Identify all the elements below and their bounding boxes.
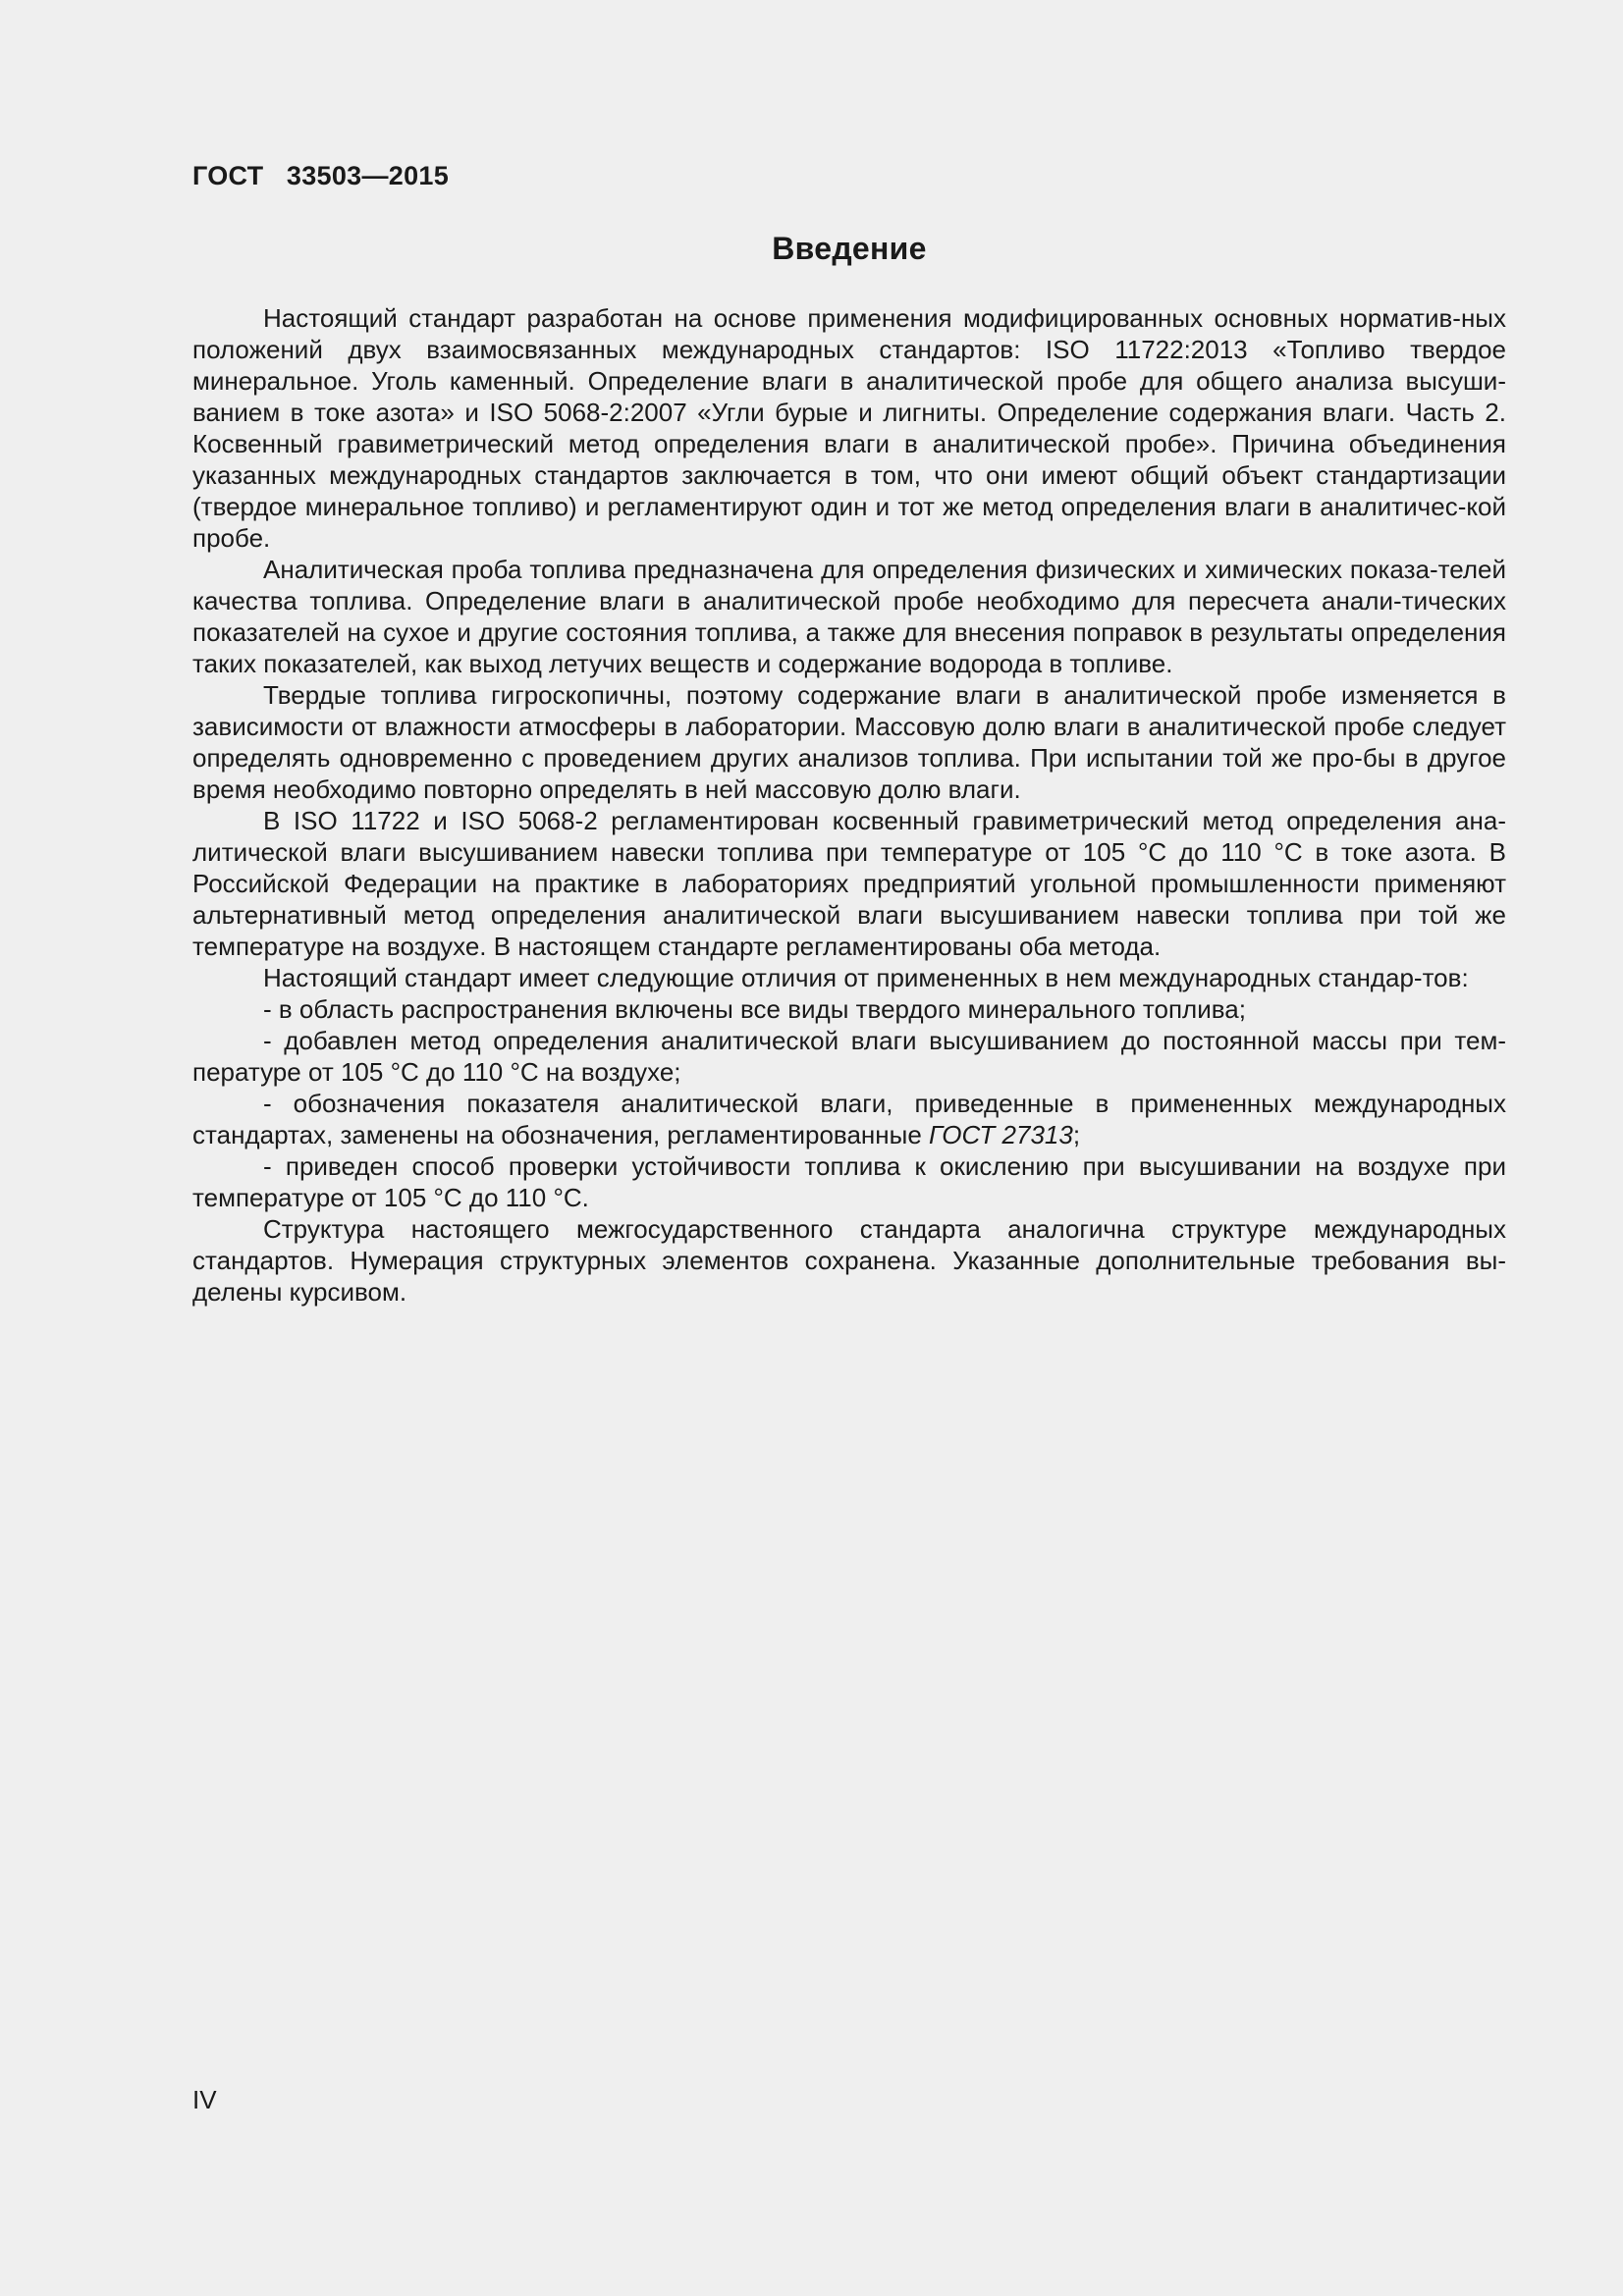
page-number: IV xyxy=(192,2085,217,2114)
document-header-code: ГОСТ 33503—2015 xyxy=(192,161,450,190)
paragraph: Структура настоящего межгосударственного стандарта аналогична структуре международных стандартов. Нумерация структурных элементов сохранена. Указанные дополнительные требования вы-делены курсивом. xyxy=(192,1214,1506,1307)
paragraph: Твердые топлива гигроскопичны, поэтому содержание влаги в аналитической пробе изменяется в зависимости от влажности атмосферы в лаборатории. Массовую долю влаги в аналитической пробе следует определять одновременно с проведением других анализов топлива. При испытании той же про-бы в другое время необходимо повторно определять в ней массовую долю влаги. xyxy=(192,680,1506,804)
list-item: - добавлен метод определения аналитической влаги высушиванием до постоянной массы при тем-пературе от 105 °С до 110 °С на воздухе; xyxy=(192,1026,1506,1087)
standard-reference: ГОСТ 27313 xyxy=(929,1120,1073,1149)
paragraph: Настоящий стандарт разработан на основе применения модифицированных основных норматив-ных положений двух взаимосвязанных международных стандартов: ISO 11722:2013 «Топливо твердое минеральное. Уголь каменный. Определение влаги в аналитической пробе для общего анализа высуши-ванием в токе азота» и ISO 5068-2:2007 «Угли бурые и лигниты. Определение содержания влаги. Часть 2. Косвенный гравиметрический метод определения влаги в аналитической пробе». Причина объединения указанных международных стандартов заключается в том, что они имеют общий объект стандартизации (твердое минеральное топливо) и регламентируют один и тот же метод определения влаги в аналитичес-кой пробе. xyxy=(192,303,1506,553)
list-item: - в область распространения включены все виды твердого минерального топлива; xyxy=(263,994,1246,1024)
list-item-text: - обозначения показателя аналитической влаги, приведенные в примененных международных стандартах, заменены на обозначения, регламентированные xyxy=(192,1089,1506,1149)
list-item: - приведен способ проверки устойчивости топлива к окислению при высушивании на воздухе при температуре от 105 °С до 110 °С. xyxy=(192,1151,1506,1212)
list-item-text-end: ; xyxy=(1072,1120,1081,1149)
introduction-body xyxy=(192,302,1506,1308)
paragraph: Аналитическая проба топлива предназначена для определения физических и химических показа-телей качества топлива. Определение влаги в аналитической пробе необходимо для пересчета анали-тических показателей на сухое и другие состояния топлива, а также для внесения поправок в результаты определения таких показателей, как выход летучих веществ и содержание водорода в топливе. xyxy=(192,555,1506,678)
paragraph: Настоящий стандарт имеет следующие отличия от примененных в нем международных стандар-тов: xyxy=(263,963,1469,992)
section-title: Введение xyxy=(772,231,927,266)
paragraph: В ISO 11722 и ISO 5068-2 регламентирован косвенный гравиметрический метод определения ана-литической влаги высушиванием навески топлива при температуре от 105 °С до 110 °С в токе азота. В Российской Федерации на практике в лабораториях предприятий угольной промышленности применяют альтернативный метод определения аналитической влаги высушиванием навески топлива при той же температуре на воздухе. В настоящем стандарте регламентированы оба метода. xyxy=(192,806,1506,961)
list-item xyxy=(192,1088,1506,1150)
